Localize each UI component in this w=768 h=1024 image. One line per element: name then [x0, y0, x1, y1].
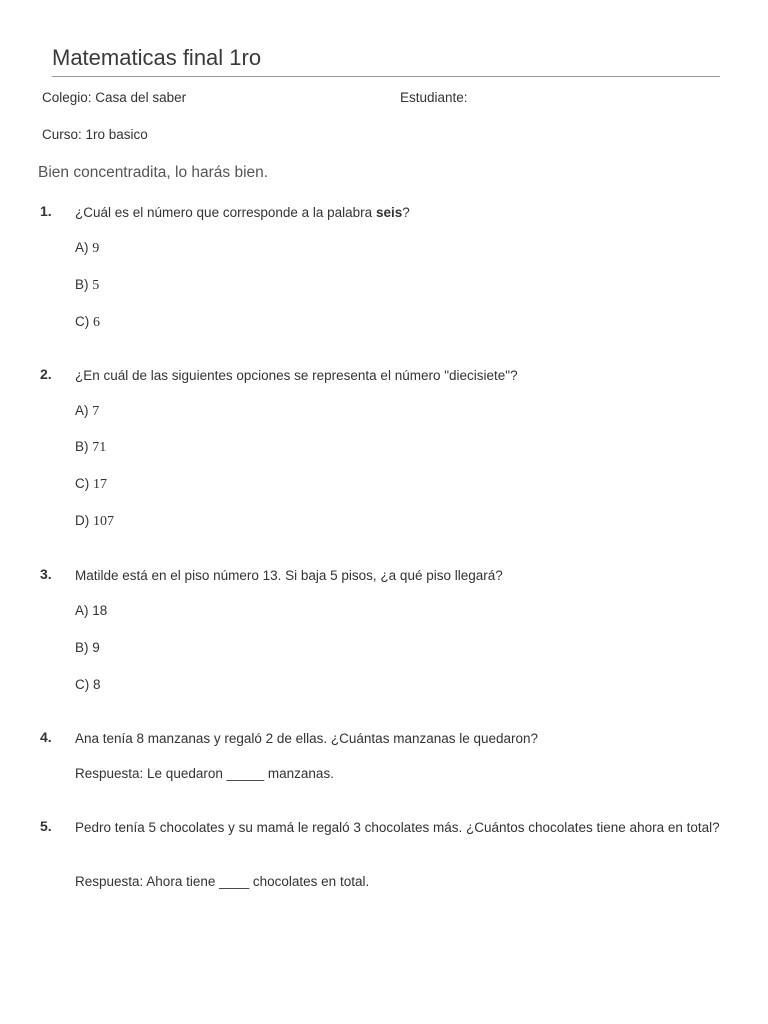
question-number: 5.: [40, 818, 52, 834]
option-c: [75, 476, 107, 493]
school-label: Colegio: Casa del saber: [42, 90, 187, 105]
question-number: 3.: [40, 566, 52, 582]
student-label: Estudiante:: [400, 90, 468, 105]
question-text: ¿En cuál de las siguientes opciones se representa el número "diecisiete"?: [75, 368, 518, 383]
option-value: 18: [92, 603, 108, 618]
option-a: [75, 403, 99, 420]
option-letter: D): [75, 513, 90, 528]
option-letter: B): [75, 439, 89, 454]
option-value: 8: [93, 677, 101, 692]
option-letter: A): [75, 240, 89, 255]
option-b: [75, 277, 99, 294]
option-b: [75, 640, 100, 655]
option-d: [75, 513, 114, 530]
question-text: [75, 203, 725, 222]
option-letter: B): [75, 277, 89, 292]
option-c: [75, 314, 100, 331]
option-value: 17: [93, 477, 108, 492]
option-letter: C): [75, 314, 90, 329]
course-label: Curso: 1ro basico: [42, 127, 148, 142]
page-title: Matematicas final 1ro: [52, 44, 720, 77]
question-text-bold: seis: [375, 205, 403, 220]
option-value: 9: [92, 241, 100, 256]
option-b: [75, 439, 106, 456]
question-text-part: ¿Cuál es el número que corresponde a la palabra: [75, 205, 376, 220]
option-letter: C): [75, 677, 90, 692]
option-letter: C): [75, 476, 90, 491]
option-a: [75, 603, 107, 618]
option-value: 71: [92, 440, 107, 455]
question-number: 1.: [40, 203, 52, 219]
option-letter: A): [75, 403, 89, 418]
option-value: 5: [92, 278, 100, 293]
option-value: 9: [92, 640, 100, 655]
question-number: 4.: [40, 729, 52, 745]
option-letter: A): [75, 603, 89, 618]
option-c: [75, 677, 101, 692]
question-text: Ana tenía 8 manzanas y regaló 2 de ellas. ¿Cuántas manzanas le quedaron?: [75, 731, 539, 746]
intro-text: Bien concentradita, lo harás bien.: [38, 164, 269, 181]
option-letter: B): [75, 640, 89, 655]
option-value: 6: [93, 315, 101, 330]
question-text-part: ?: [402, 205, 410, 220]
answer-line: Respuesta: Le quedaron _____ manzanas.: [75, 766, 334, 781]
question-text: Matilde está en el piso número 13. Si baja 5 pisos, ¿a qué piso llegará?: [75, 568, 503, 583]
answer-line: Respuesta: Ahora tiene ____ chocolates en total.: [75, 874, 370, 889]
question-text: Pedro tenía 5 chocolates y su mamá le regaló 3 chocolates más. ¿Cuántos chocolates tiene ahora en total?: [75, 820, 720, 835]
option-a: [75, 240, 99, 257]
option-value: 107: [93, 514, 115, 529]
question-number: 2.: [40, 366, 52, 382]
option-value: 7: [92, 404, 100, 419]
